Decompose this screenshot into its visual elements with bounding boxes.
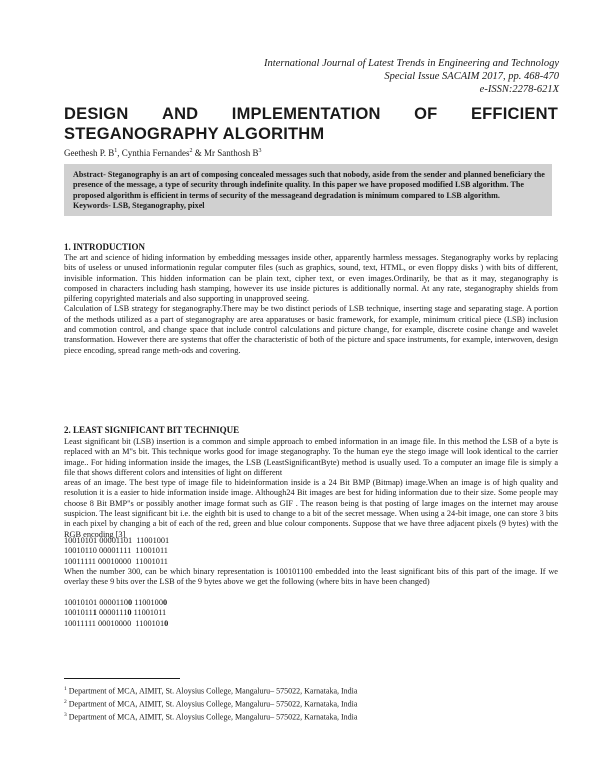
paragraph: Calculation of LSB strategy for steganography.There may be two distinct periods of LSB technique, inserting stage and separating stage. A portion of the methods utilized as a part of steganography are area apparatuses or basic framework, for example, minimum critical piece (LSB) inclusion and commotion control, and change space that include control calculations and picture change, for example, discrete cosine change and wavelet transformation. However there are systems that offer the characteristic of both of the picture and space instruments, for example, interwoven, design piece encoding, spread range meth-ods and covering. [64,304,558,355]
title-word: EFFICIENT [470,105,558,123]
changed-bit: 0 [128,598,133,607]
bit-segment: 10011111 00010000 1100101 [64,618,165,628]
section-heading-lsb: 2. LEAST SIGNIFICANT BIT TECHNIQUE [64,425,240,435]
author-affiliation-mark: 2 [189,148,193,154]
introduction-body [64,253,558,356]
footnote-mark: 3 [64,712,67,719]
author-affiliation-mark: 1 [114,148,118,154]
journal-issn: e-ISSN:2278-621X [479,84,559,95]
bit-row [64,598,168,608]
author-separator: , [117,148,122,158]
changed-bit: 0 [164,618,169,628]
paragraph: Least significant bit (LSB) insertion is a common and simple approach to embed information in an image file. In this method the LSB of a byte is replaced with an M"s bit. This technique works good for image steganography. To the human eye the stego image will look identical to the carrier image.. For hiding information inside the images, the LSB (LeastSignificantByte) method is usually used. To a computer an image file is simply a file that shows different colors and intensities of light on different [64,437,558,477]
lsb-body [64,437,558,540]
footnotes [64,684,357,723]
bit-segment: 11001011 [131,608,167,618]
bit-segment: 1100100 [132,598,163,607]
paragraph: The art and science of hiding information by embedding messages inside other, apparently harmless messages. Steganography works by replacing bits of useless or unused informationin regular computer files (such as graphics, sound, text, HTML, or even floppy disks ) with bits of different, invisible information. This hidden information can be plain text, cipher text, or even images.Ordinarily, be that as it may, steganography is composed in characters including hash stamping, however its use inside pictures is additionally normal. At any rate, steganography shields from pilfering copyrighted materials and also supporting in unapproved seeing. [64,253,558,304]
paragraph: areas of an image. The best type of image file to hideinformation inside is a 24 Bit BMP (Bitmap) image.When an image is of high quality and resolution it is a easier to hide information inside image. Although24 Bit images are best for hiding information due to their size. Some people may choose 8 Bit BMP"s or possibly another image format such as GIF . The reason being is that posting of large images on the internet may arouse suspicion. The least significant bit i.e. the eighth bit is used to change to a bit of the secret message. When using a 24-bit image, one can store 3 bits in each pixel by changing a bit of each of the red, green and blue colour components. Suppose that we have three adjacent pixels (9 bytes) with the RGB encoding [3] [64,478,558,539]
title-word: DESIGN [64,105,129,123]
title-word: IMPLEMENTATION [231,105,381,123]
journal-issue: Special Issue SACAIM 2017, pp. 468-470 [384,71,559,82]
bit-segment: 0000111 [96,608,128,618]
author-separator: & [192,148,205,158]
footnote [64,697,357,710]
title-word: AND [161,105,199,123]
author-list [64,148,262,158]
bit-row [64,608,168,618]
footnote-mark: 2 [64,699,67,706]
embedding-explanation: When the number 300, can be which binary representation is 100101100 embedded into the least significant bits of this part of the image. If we overlay these 9 bits over the LSB of the 9 bytes above we get the following (where bits in have been changed) [64,567,558,587]
footnote [64,684,357,697]
footnote-text: Department of MCA, AIMIT, St. Aloysius College, Mangaluru– 575022, Karnataka, India [68,699,358,709]
abstract-text: Abstract- Steganography is an art of composing concealed messages such that nobody, aside from the sender and planned beneficiary the presence of the message, a type of security through indefinite quality. In this paper we have proposed modified LSB algorithm. The proposed algorithm is efficient in terms of security of the messageand degradation is minimum compared to LSB algorithm. [73,170,545,200]
paper-title-line1 [64,104,558,124]
title-word: OF [414,105,438,123]
paper-title-line2: STEGANOGRAPHY ALGORITHM [64,125,325,143]
original-bits-block [64,536,169,567]
author-name: Cynthia Fernandes [121,148,190,158]
footnote-rule [64,678,180,679]
changed-bit: 1 [92,608,97,618]
abstract-box [64,164,552,216]
section-heading-introduction: 1. INTRODUCTION [64,242,146,252]
footnote-mark: 1 [64,686,67,692]
changed-bit: 0 [127,608,132,618]
footnote-text: Department of MCA, AIMIT, St. Aloysius College, Mangaluru– 575022, Karnataka, India [68,712,358,722]
keywords: Keywords- LSB, Steganography, pixel [73,200,205,210]
bit-row: 10011111 00010000 11001011 [64,556,168,566]
journal-name: International Journal of Latest Trends in Engineering and Technology [264,58,559,69]
author-name: Geethesh P. B [64,148,115,158]
footnote-text: Department of MCA, AIMIT, St. Aloysius College, Mangaluru– 575022, Karnataka, India [68,686,358,696]
author-name: Mr Santhosh B [204,148,259,158]
bit-row: 10010101 00001101 11001001 [64,536,170,545]
bit-row: 10010110 00001111 11001011 [64,546,168,556]
changed-bit: 0 [162,598,168,607]
bit-segment: 10010101 0000110 [64,598,128,607]
footnote [64,710,357,723]
bit-segment: 1001011 [64,608,93,618]
modified-bits-block [64,598,168,629]
bit-row [64,619,168,629]
author-affiliation-mark: 3 [258,148,262,154]
